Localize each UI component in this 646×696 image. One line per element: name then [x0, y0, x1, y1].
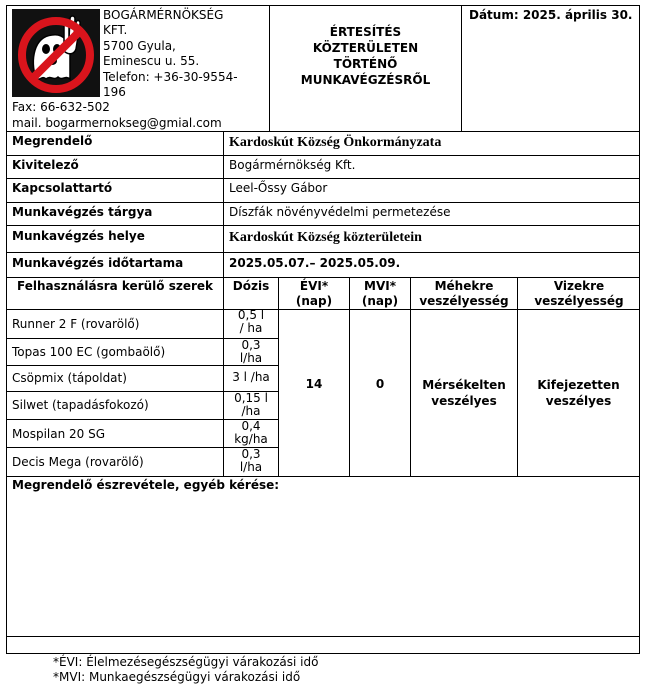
agent-name: Runner 2 F (rovarölő) [12, 317, 140, 331]
company-address-line1: 5700 Gyula, [103, 39, 176, 53]
agent-dose-line1: 0,5 l [237, 308, 265, 322]
evi-value: 14 [305, 377, 323, 391]
company-logo [12, 9, 100, 97]
info-value-client: Kardoskút Község Önkormányzata [229, 135, 442, 150]
ghostbusters-logo-icon [12, 9, 100, 97]
agent-dose-line1: 0,3 [241, 447, 261, 461]
agent-dose-line2: l/ha [239, 460, 263, 474]
document-date: Dátum: 2025. április 30. [469, 8, 633, 22]
agent-dose-line1: 0,3 [241, 338, 261, 352]
info-value-contact: Leel-Őssy Gábor [229, 181, 328, 195]
agent-dose-line2: l/ha [239, 351, 263, 365]
header-evi: ÉVI* (nap) [295, 279, 333, 308]
agent-dose-line1: 3 l /ha [232, 370, 270, 384]
mvi-value: 0 [375, 377, 385, 391]
agent-dose [224, 392, 278, 418]
agent-dose-line2: kg/ha [234, 432, 268, 446]
info-label-contact: Kapcsolattartó [12, 181, 113, 195]
info-value-location: Kardoskút Község közterületein [229, 230, 422, 245]
document-title [270, 24, 461, 88]
agent-dose-line1: 0,15 l [234, 391, 268, 405]
agent-name: Topas 100 EC (gombaölő) [12, 345, 166, 359]
title-line2: KÖZTERÜLETEN [312, 41, 419, 55]
agent-name: Mospilan 20 SG [12, 427, 106, 441]
agent-name: Decis Mega (rovarölő) [12, 455, 144, 469]
header-agents: Felhasználásra kerülő szerek [16, 279, 213, 293]
agent-dose [224, 448, 278, 474]
footnote-mvi: *MVI: Munkaegészségügyi várakozási idő [53, 670, 301, 684]
agent-dose [224, 371, 278, 384]
bees-hazard-line1: Mérsékelten [422, 378, 506, 392]
info-value-duration: 2025.05.07.– 2025.05.09. [229, 256, 401, 270]
info-label-duration: Munkavégzés időtartama [12, 256, 184, 270]
remarks-area[interactable] [7, 494, 639, 636]
company-email: mail. bogarmernokseg@gmial.com [12, 116, 222, 130]
agent-name: Silwet (tapadásfokozó) [12, 398, 149, 412]
water-hazard-line1: Kifejezetten [537, 378, 620, 392]
info-value-contractor: Bogármérnökség Kft. [229, 158, 356, 172]
company-name-line1: BOGÁRMÉRNÖKSÉG [103, 8, 224, 22]
info-label-client: Megrendelő [12, 134, 93, 148]
agent-dose-line2: / ha [239, 321, 263, 335]
header-water: Vizekre veszélyesség [534, 279, 624, 308]
info-label-location: Munkavégzés helye [12, 229, 145, 243]
header-mvi: MVI* (nap) [361, 279, 399, 308]
agent-dose [224, 309, 278, 335]
water-hazard-line2: veszélyes [545, 394, 612, 408]
title-line1: ÉRTESÍTÉS [329, 25, 402, 39]
agent-dose [224, 420, 278, 446]
company-fax: Fax: 66-632-502 [12, 100, 110, 114]
agent-dose-line2: /ha [241, 404, 261, 418]
company-phone-line2: 196 [103, 85, 126, 99]
header-dose: Dózis [232, 279, 270, 293]
agent-dose [224, 339, 278, 365]
remarks-label: Megrendelő észrevétele, egyéb kérése: [12, 478, 280, 492]
header-bees: Méhekre veszélyesség [419, 279, 509, 308]
agent-name: Csöpmix (tápoldat) [12, 371, 127, 385]
company-name-line2: KFT. [103, 23, 128, 37]
water-hazard [518, 377, 639, 409]
title-line3: TÖRTÉNŐ [333, 57, 398, 71]
footnote-evi: *ÉVI: Élelmezésegészségügyi várakozási idő [53, 655, 319, 669]
info-label-contractor: Kivitelező [12, 158, 79, 172]
info-value-subject: Díszfák növényvédelmi permetezése [229, 205, 451, 219]
company-address-line2: Eminescu u. 55. [103, 54, 200, 68]
company-phone-line1: Telefon: +36-30-9554- [103, 70, 238, 84]
agent-dose-line1: 0,4 [241, 419, 261, 433]
bees-hazard [411, 377, 517, 409]
title-line4: MUNKAVÉGZÉSRŐL [300, 73, 431, 87]
info-label-subject: Munkavégzés tárgya [12, 205, 153, 219]
bees-hazard-line2: veszélyes [431, 394, 497, 408]
